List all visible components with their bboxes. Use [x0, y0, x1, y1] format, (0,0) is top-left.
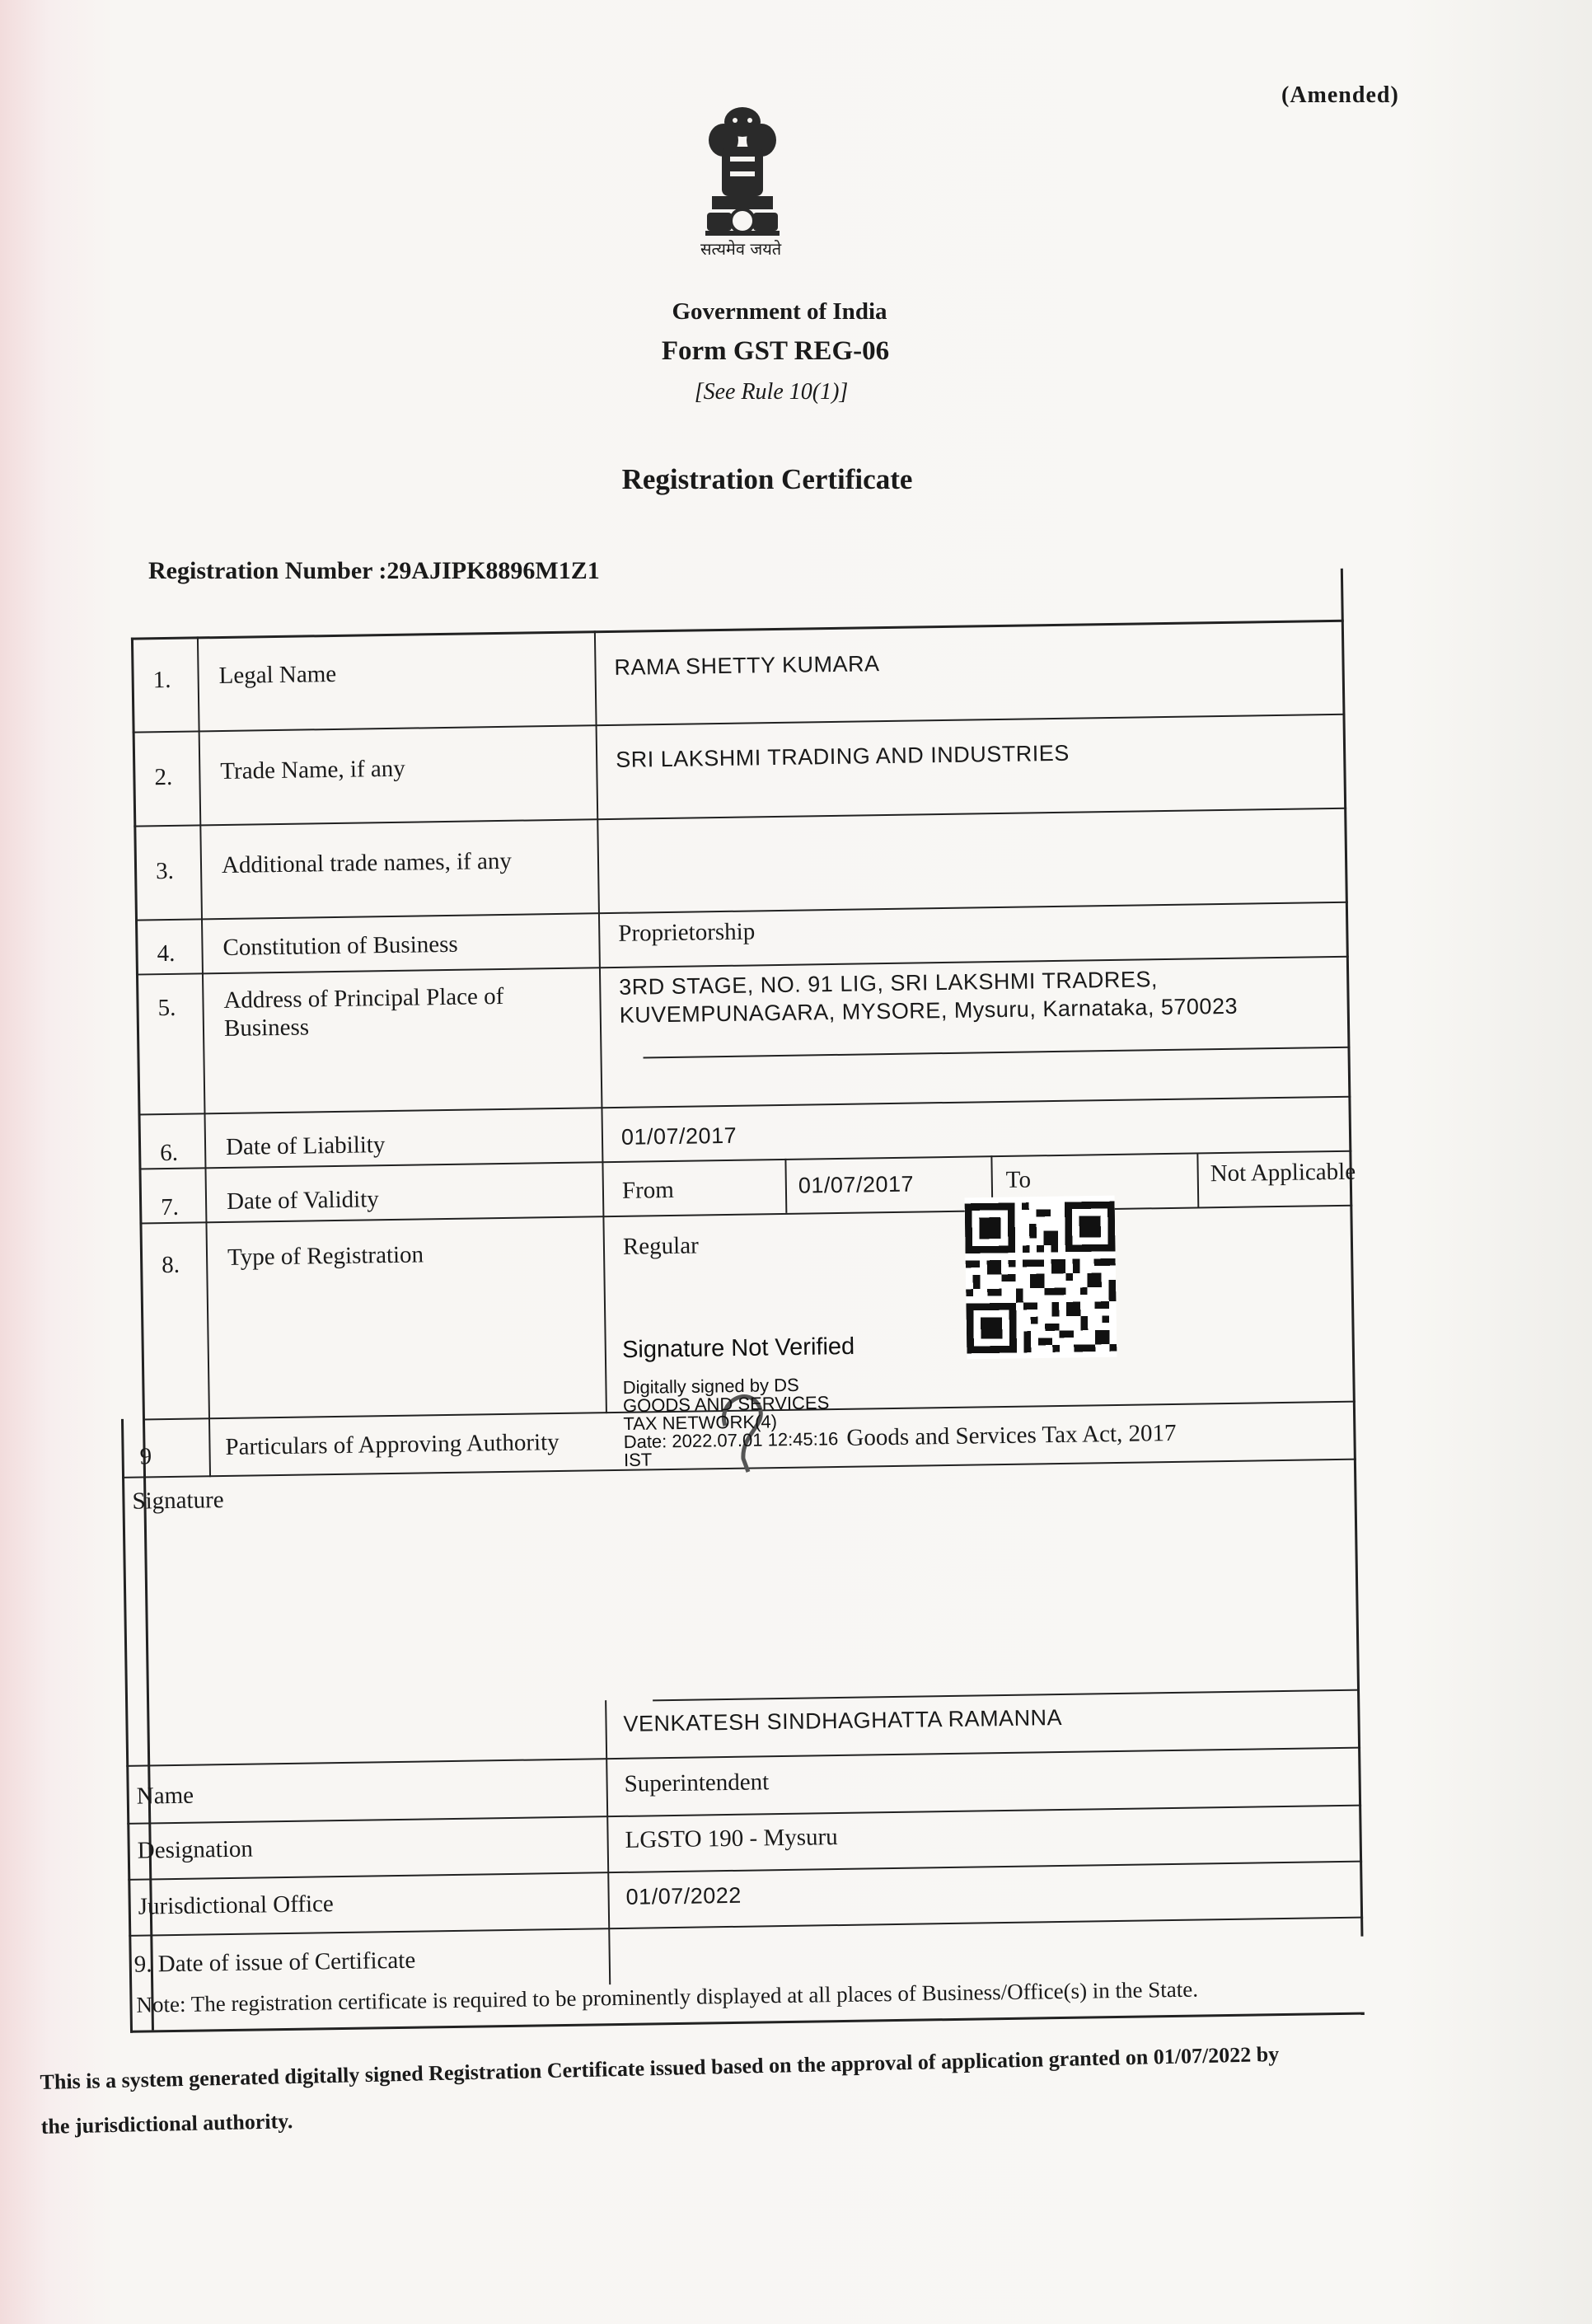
certificate-title: Registration Certificate — [621, 463, 913, 495]
row-2-number: 2. — [154, 763, 173, 791]
type-of-registration-label: Type of Registration — [227, 1241, 424, 1271]
digital-signature-stamp — [622, 1333, 856, 1469]
approving-authority-label: Particulars of Approving Authority — [225, 1429, 560, 1461]
row-8-number: 8. — [161, 1251, 180, 1279]
validity-to-label: To — [1005, 1166, 1032, 1193]
constitution-value: Proprietorship — [618, 918, 756, 947]
signature-status: Signature Not Verified — [621, 1333, 855, 1364]
row-1-number: 1. — [152, 666, 171, 694]
signature-detail-3: TAX NETWORK(4) — [623, 1411, 778, 1435]
signature-detail-4: Date: 2022.07.01 12:45:16 — [623, 1428, 839, 1453]
registration-number-value: 29AJIPK8896M1Z1 — [386, 557, 600, 584]
row-4-number: 4. — [157, 939, 176, 968]
constitution-label: Constitution of Business — [222, 930, 458, 961]
address-label-line-2: Business — [223, 1014, 310, 1042]
row-9-number: 9 — [139, 1443, 152, 1470]
date-of-liability-label: Date of Liability — [225, 1132, 386, 1160]
government-heading: Government of India — [672, 298, 887, 325]
row-5-number: 5. — [157, 994, 176, 1022]
signature-detail-2: GOODS AND SERVICES — [622, 1392, 830, 1417]
date-of-liability-value: 01/07/2017 — [620, 1122, 737, 1150]
row-7-number: 7. — [160, 1193, 180, 1221]
officer-name-value: VENKATESH SINDHAGHATTA RAMANNA — [623, 1704, 1063, 1736]
approving-authority-value: Goods and Services Tax Act, 2017 — [846, 1419, 1177, 1451]
display-note: Note: The registration certificate is required to be prominently displayed at all places of Business/Office(s) in the State. — [136, 1976, 1199, 2017]
footer-line-1: This is a system generated digitally signed Registration Certificate issued based on the approval of application granted on 01/07/2022 by — [40, 2041, 1280, 2094]
address-value: 3RD STAGE, NO. 91 LIG, SRI LAKSHMI TRADRES, — [619, 967, 1159, 1000]
signature-detail-5: IST — [623, 1449, 653, 1471]
type-of-registration-value: Regular — [622, 1232, 699, 1260]
designation-label: Designation — [137, 1835, 254, 1864]
rule-reference: [See Rule 10(1)] — [694, 379, 849, 405]
validity-to-value: Not Applicable — [1210, 1158, 1356, 1188]
amended-label: (Amended) — [1281, 82, 1399, 108]
designation-value: Superintendent — [624, 1769, 770, 1797]
trade-name-value: SRI LAKSHMI TRADING AND INDUSTRIES — [615, 740, 1070, 772]
legal-name-value: RAMA SHETTY KUMARA — [614, 651, 880, 680]
jurisdictional-office-label: Jurisdictional Office — [138, 1891, 335, 1920]
address-value-line-2: KUVEMPUNAGARA, MYSORE, Mysuru, Karnataka, 570023 — [619, 993, 1238, 1028]
trade-name-label: Trade Name, if any — [220, 755, 405, 785]
emblem-motto: सत्यमेव जयते — [700, 239, 782, 259]
footer-line-2: the jurisdictional authority. — [40, 2109, 293, 2139]
form-heading: Form GST REG-06 — [661, 336, 890, 366]
officer-name-label: Name — [136, 1782, 194, 1810]
additional-trade-names-label: Additional trade names, if any — [221, 847, 513, 879]
validity-from-value: 01/07/2017 — [798, 1171, 915, 1198]
jurisdictional-office-value: LGSTO 190 - Mysuru — [625, 1824, 838, 1853]
legal-name-label: Legal Name — [218, 660, 337, 690]
address-label: Address of Principal Place of — [223, 982, 504, 1014]
date-of-validity-label: Date of Validity — [226, 1186, 380, 1215]
issue-date-label: 9. Date of issue of Certificate — [133, 1947, 416, 1978]
certificate-table — [109, 569, 1365, 2034]
signature-label: Signature — [132, 1487, 224, 1515]
validity-from-label: From — [621, 1176, 675, 1204]
signature-detail-1: Digitally signed by DS — [622, 1374, 799, 1399]
qr-code — [965, 1196, 1117, 1360]
row-6-number: 6. — [159, 1139, 179, 1167]
registration-number-label: Registration Number : — [148, 557, 387, 584]
row-3-number: 3. — [155, 857, 175, 885]
issue-date-value: 01/07/2022 — [625, 1882, 742, 1909]
